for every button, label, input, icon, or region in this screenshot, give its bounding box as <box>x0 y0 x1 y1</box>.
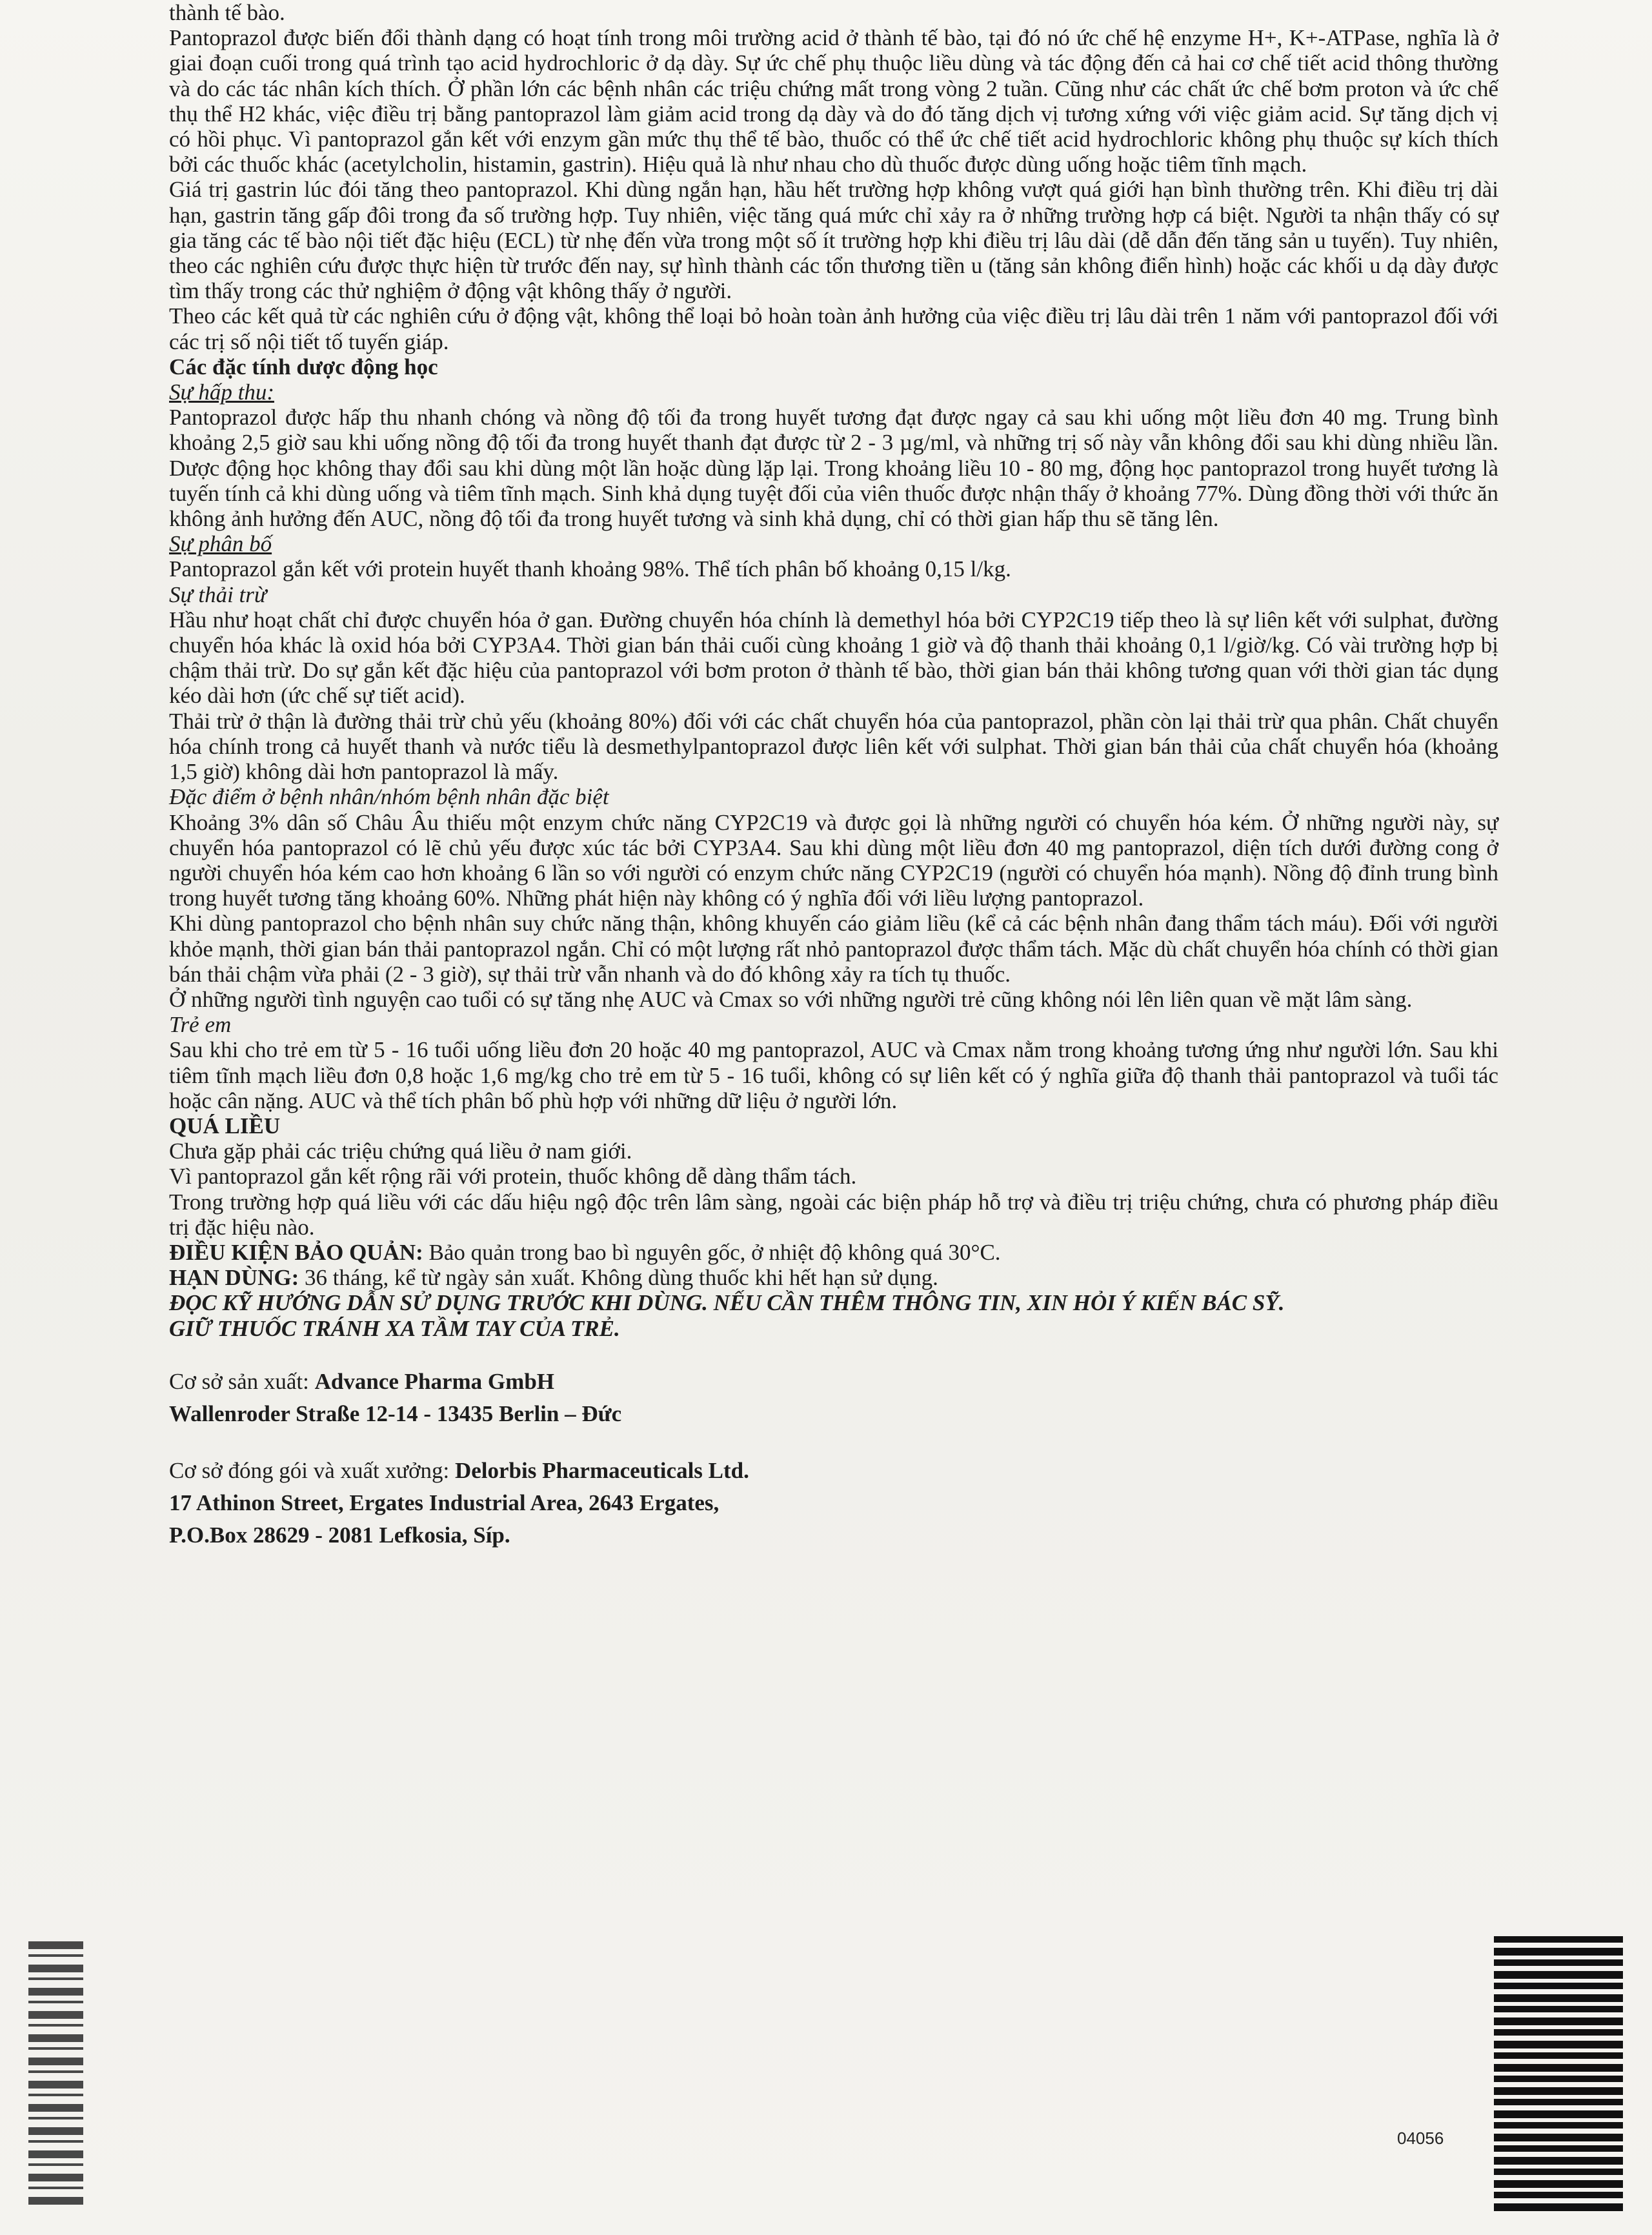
paragraph-thyroid: Theo các kết quả từ các nghiên cứu ở động vật, không thể loại bỏ hoàn toàn ảnh hưởng của việc điều trị lâu dài trên 1 năm với pantoprazol đối với các trị số nội tiết tố tuyến giáp. <box>169 303 1498 354</box>
storage-text: Bảo quản trong bao bì nguyên gốc, ở nhiệt độ không quá 30°C. <box>423 1239 1001 1265</box>
elimination-heading: Sự thải trừ <box>169 582 267 607</box>
elimination-text-2: Thải trừ ở thận là đường thải trừ chủ yếu (khoảng 80%) đối với các chất chuyển hóa của pantoprazol, phần còn lại thải trừ qua phân. Chất chuyển hóa chính trong cả huyết thanh và nước tiểu là desmethylpantoprazol được liên kết với sulphat. Thời gian bán thải của chất chuyển hóa (khoảng 1,5 giờ) không dài hơn pantoprazol là mấy. <box>169 708 1498 785</box>
pk-heading: Các đặc tính dược động học <box>169 354 438 379</box>
paragraph-gastrin: Giá trị gastrin lúc đói tăng theo pantoprazol. Khi dùng ngắn hạn, hầu hết trường hợp không vượt quá giới hạn bình thường trên. Khi điều trị dài hạn, gastrin tăng gấp đôi trong đa số trường hợp. Tuy nhiên, việc tăng quá mức chỉ xảy ra ở những trường hợp cá biệt. Người ta nhận thấy có sự gia tăng các tế bào nội tiết đặc hiệu (ECL) từ nhẹ đến vừa trong một số ít trường hợp khi điều trị lâu dài (dễ dẫn đến tăng sản u tuyến). Tuy nhiên, theo các nghiên cứu được thực hiện từ trước đến nay, sự hình thành các tổn thương tiền u (tăng sản không điển hình) hoặc các khối u dạ dày được tìm thấy trong các thử nghiệm ở động vật không thấy ở người. <box>169 177 1498 304</box>
storage-line <box>169 1240 1498 1265</box>
packager-name: Delorbis Pharmaceuticals Ltd. <box>454 1457 749 1483</box>
expiry-label: HẠN DÙNG: <box>169 1265 299 1291</box>
packager-label: Cơ sở đóng gói và xuất xưởng: <box>169 1457 455 1483</box>
expiry-text: 36 tháng, kể từ ngày sản xuất. Không dùng thuốc khi hết hạn sử dụng. <box>299 1265 938 1291</box>
manufacturer-block <box>169 1366 1498 1430</box>
warning-keep-away: GIỮ THUỐC TRÁNH XA TẦM TAY CỦA TRẺ. <box>169 1315 620 1341</box>
special-text-2: Khi dùng pantoprazol cho bệnh nhân suy chức năng thận, không khuyến cáo giảm liều (kể cả các bệnh nhân đang thẩm tách máu). Đối với người khỏe mạnh, thời gian bán thải pantoprazol ngắn. Chỉ có một lượng rất nhỏ pantoprazol được thẩm tách. Mặc dù chất chuyển hóa chính có thời gian bán thải chậm vừa phải (2 - 3 giờ), sự thải trừ vẫn nhanh và do đó không xảy ra tích tụ thuốc. <box>169 911 1498 987</box>
manufacturer-address: Wallenroder Straße 12-14 - 13435 Berlin – Đức <box>169 1401 622 1426</box>
manufacturer-line <box>169 1366 1498 1398</box>
packager-address-2: P.O.Box 28629 - 2081 Lefkosia, Síp. <box>169 1522 510 1548</box>
warning-read-leaflet: ĐỌC KỸ HƯỚNG DẪN SỬ DỤNG TRƯỚC KHI DÙNG. NẾU CẦN THÊM THÔNG TIN, XIN HỎI Ý KIẾN BÁC SỸ. <box>169 1290 1285 1316</box>
distribution-heading: Sự phân bố <box>169 531 272 557</box>
expiry-line <box>169 1265 1498 1290</box>
overdose-text-1: Chưa gặp phải các triệu chứng quá liều ở nam giới. <box>169 1138 632 1164</box>
paragraph-mechanism: Pantoprazol được biến đổi thành dạng có hoạt tính trong môi trường acid ở thành tế bào, tại đó nó ức chế hệ enzyme H+, K+-ATPase, nghĩa là ở giai đoạn cuối trong quá trình tạo acid hydrochloric ở dạ dày. Sự ức chế phụ thuộc liều dùng và tác động đến cả hai cơ chế tiết acid thông thường và do các tác nhân kích thích. Ở phần lớn các bệnh nhân các triệu chứng mất trong vòng 2 tuần. Cũng như các chất ức chế bơm proton và ức chế thụ thể H2 khác, việc điều trị bằng pantoprazol làm giảm acid trong dạ dày và do đó tăng dịch vị tương xứng với việc giảm acid. Sự tăng dịch vị có hồi phục. Vì pantoprazol gắn kết với enzym gần mức thụ thể tế bào, thuốc có thể ức chế tiết acid hydrochloric không phụ thuộc sự kích thích bởi các thuốc khác (acetylcholin, histamin, gastrin). Hiệu quả là như nhau cho dù thuốc được dùng uống hoặc tiêm tĩnh mạch. <box>169 25 1498 177</box>
packager-address-1: 17 Athinon Street, Ergates Industrial Area, 2643 Ergates, <box>169 1490 720 1515</box>
paragraph-cont: thành tế bào. <box>169 0 285 25</box>
leaflet-text-column <box>169 0 1498 1552</box>
overdose-text-3: Trong trường hợp quá liều với các dấu hiệu ngộ độc trên lâm sàng, ngoài các biện pháp hỗ trợ và điều trị triệu chứng, chưa có phương pháp điều trị đặc hiệu nào. <box>169 1189 1498 1240</box>
absorption-heading: Sự hấp thu: <box>169 379 274 405</box>
elimination-text-1: Hầu như hoạt chất chỉ được chuyển hóa ở gan. Đường chuyển hóa chính là demethyl hóa bởi CYP2C19 tiếp theo là sự liên kết với sulphat, đường chuyển hóa khác là oxid hóa bởi CYP3A4. Thời gian bán thải cuối cùng khoảng 1 giờ và độ thanh thải khoảng 0,1 l/giờ/kg. Có vài trường hợp bị chậm thải trừ. Do sự gắn kết đặc hiệu của pantoprazol với bơm proton ở thành tế bào, thời gian bán thải không tương quan với thời gian tác dụng kéo dài hơn (ức chế sự tiết acid). <box>169 607 1498 709</box>
packager-line <box>169 1455 1498 1487</box>
packager-block <box>169 1455 1498 1552</box>
distribution-text: Pantoprazol gắn kết với protein huyết thanh khoảng 98%. Thể tích phân bố khoảng 0,15 l/kg. <box>169 556 1011 582</box>
absorption-text: Pantoprazol được hấp thu nhanh chóng và nồng độ tối đa trong huyết tương đạt được ngay cả sau khi uống một liều đơn 40 mg. Trung bình khoảng 2,5 giờ sau khi uống nồng độ tối đa trong huyết thanh đạt được từ 2 - 3 µg/ml, và những trị số này vẫn không đổi sau khi dùng nhiều lần. Dược động học không thay đổi sau khi dùng một lần hoặc dùng lặp lại. Trong khoảng liều 10 - 80 mg, động học pantoprazol trong huyết tương là tuyến tính cả khi dùng uống và tiêm tĩnh mạch. Sinh khả dụng tuyệt đối của viên thuốc được nhận thấy ở khoảng 77%. Dùng đồng thời với thức ăn không ảnh hưởng đến AUC, nồng độ tối đa trong huyết tương và sinh khả dụng, chỉ có thời gian hấp thu sẽ tăng lên. <box>169 405 1498 532</box>
children-text: Sau khi cho trẻ em từ 5 - 16 tuổi uống liều đơn 20 hoặc 40 mg pantoprazol, AUC và Cmax nằm trong khoảng tương ứng như người lớn. Sau khi tiêm tĩnh mạch liều đơn 0,8 hoặc 1,6 mg/kg cho trẻ em từ 5 - 16 tuổi, không có sự liên kết có ý nghĩa giữa độ thanh thải pantoprazol và tuổi tác hoặc cân nặng. AUC và thể tích phân bố phù hợp với những dữ liệu ở người lớn. <box>169 1037 1498 1113</box>
special-text-3: Ở những người tình nguyện cao tuổi có sự tăng nhẹ AUC và Cmax so với những người trẻ cũng không nói lên liên quan về mặt lâm sàng. <box>169 986 1413 1012</box>
pharmacode-left <box>28 1941 83 2206</box>
manufacturer-label: Cơ sở sản xuất: <box>169 1368 315 1394</box>
children-heading: Trẻ em <box>169 1012 232 1038</box>
pharmacode-right <box>1494 1936 1623 2214</box>
overdose-heading: QUÁ LIỀU <box>169 1113 281 1138</box>
leaflet-code: 04056 <box>1397 2129 1444 2148</box>
manufacturer-name: Advance Pharma GmbH <box>314 1368 555 1394</box>
storage-label: ĐIỀU KIỆN BẢO QUẢN: <box>169 1239 423 1265</box>
special-text-1: Khoảng 3% dân số Châu Âu thiếu một enzym chức năng CYP2C19 và được gọi là những người có chuyển hóa kém. Ở những người này, sự chuyển hóa pantoprazol có lẽ chủ yếu được xúc tác bởi CYP3A4. Sau khi dùng một liều đơn 40 mg pantoprazol, diện tích dưới đường cong ở người chuyển hóa kém cao hơn khoảng 6 lần so với người có enzym chức năng CYP2C19 (người có chuyển hóa mạnh). Nồng độ đỉnh trung bình trong huyết tương tăng khoảng 60%. Những phát hiện này không có ý nghĩa đối với liều lượng pantoprazol. <box>169 809 1498 911</box>
special-heading: Đặc điểm ở bệnh nhân/nhóm bệnh nhân đặc biệt <box>169 784 609 810</box>
overdose-text-2: Vì pantoprazol gắn kết rộng rãi với protein, thuốc không dễ dàng thẩm tách. <box>169 1164 857 1189</box>
